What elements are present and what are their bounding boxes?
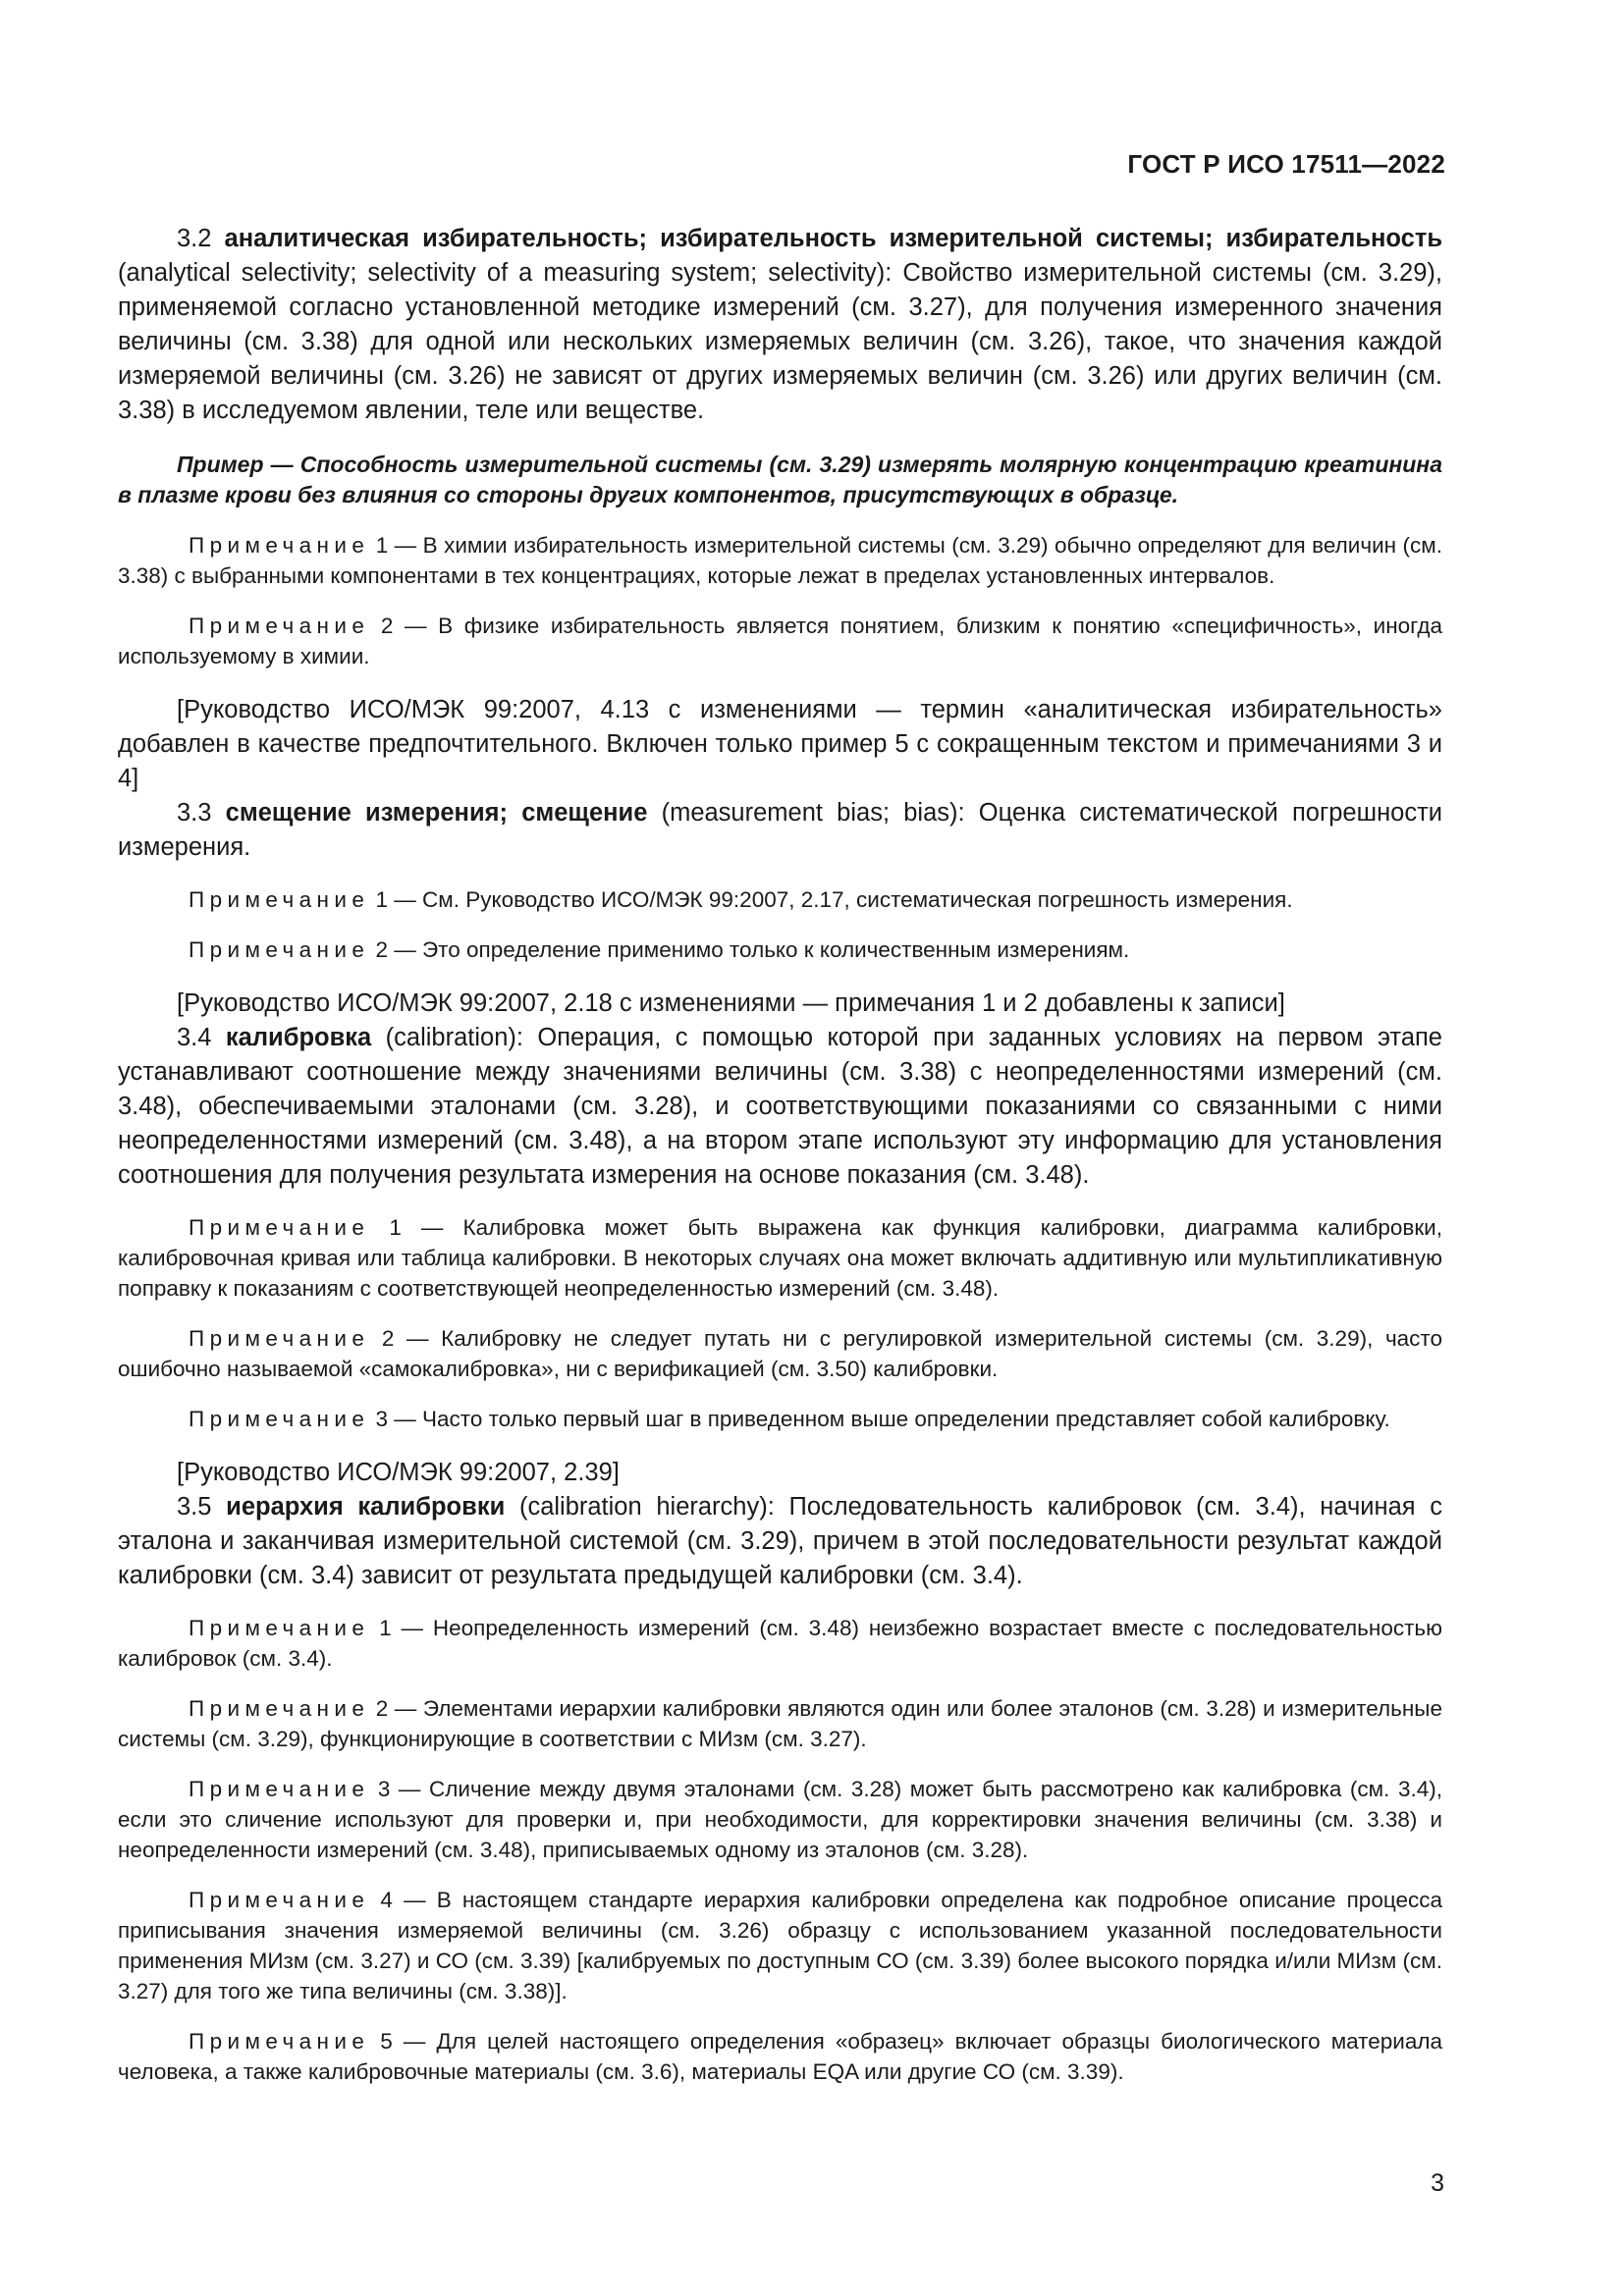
note-label: Примечание — [189, 1696, 370, 1721]
note-label: Примечание — [189, 1777, 370, 1801]
note-label: Примечание — [189, 1407, 370, 1431]
term-definition: (calibration): Операция, с помощью которой при заданных условиях на первом этапе устанавливают соотношение между значениями величины (см. 3.38) с неопределенностями измерений (см. 3.48), обеспечиваемыми эталонами (см. 3.28), и соответствующими показаниями со связанными с ними неопределенностями измерений (см. 3.48), а на втором этапе используют эту информацию для установления соотношения для получения результата измерения на основе показания (см. 3.48). — [118, 1024, 1442, 1189]
term-name: смещение измерения; смещение — [225, 799, 648, 827]
note-label: Примечание — [189, 1326, 370, 1351]
note-label: Примечание — [189, 937, 370, 962]
note: Примечание 2 — В физике избирательность является понятием, близким к понятию «специфичность», иногда используемому в химии. — [118, 614, 1442, 668]
term-definition: (calibration hierarchy): Последовательность калибровок (см. 3.4), начиная с эталона и заканчивая измерительной системой (см. 3.29), причем в этой последовательности результат каждой калибровки (см. 3.4) зависит от результата предыдущей калибровки (см. 3.4). — [118, 1493, 1442, 1589]
page-number: 3 — [1431, 2169, 1444, 2197]
term-name: аналитическая избирательность; избирательность измерительной системы; избирательность — [224, 225, 1442, 252]
note-label: Примечание — [189, 887, 370, 912]
note-label: Примечание — [189, 1616, 370, 1640]
term-number: 3.2 — [177, 225, 212, 252]
term-entry-3-3 — [118, 796, 1442, 865]
note: Примечание 3 — Часто только первый шаг в приведенном выше определении представляет собой калибровку. — [189, 1407, 1390, 1431]
term-name: иерархия калибровки — [226, 1493, 506, 1521]
term-number: 3.3 — [177, 799, 212, 827]
note: Примечание 5 — Для целей настоящего определения «образец» включает образцы биологического материала человека, а также калибровочные материалы (см. 3.6), материалы EQA или другие СО (см. 3.39). — [118, 2029, 1442, 2084]
note: Примечание 1 — В химии избирательность измерительной системы (см. 3.29) обычно определяют для величин (см. 3.38) с выбранными компонентами в тех концентрациях, которые лежат в пределах установленных интервалов. — [118, 533, 1442, 588]
note: Примечание 1 — Калибровка может быть выражена как функция калибровки, диаграмма калибровки, калибровочная кривая или таблица калибровки. В некоторых случаях она может включать аддитивную или мультипликативную поправку к показаниям с соответствующей неопределенностью измерений (см. 3.48). — [118, 1215, 1442, 1301]
source-reference: [Руководство ИСО/МЭК 99:2007, 2.39] — [177, 1459, 620, 1486]
note: Примечание 2 — Элементами иерархии калибровки являются один или более эталонов (см. 3.28) и измерительные системы (см. 3.29), функционирующие в соответствии с МИзм (см. 3.27). — [118, 1696, 1442, 1751]
page-content — [118, 222, 1442, 2087]
term-number: 3.4 — [177, 1024, 212, 1051]
term-definition: (analytical selectivity; selectivity of a measuring system; selectivity): Свойство измерительной системы (см. 3.29), применяемой согласно установленной методике измерений (см. 3.27), для получения измеренного значения величины (см. 3.38) для одной или нескольких измеряемых величин (см. 3.26), такое, что значения каждой измеряемой величины (см. 3.26) не зависят от других измеряемых величин (см. 3.26) или других величин (см. 3.38) в исследуемом явлении, теле или веществе. — [118, 259, 1442, 424]
note: Примечание 1 — См. Руководство ИСО/МЭК 99:2007, 2.17, систематическая погрешность измерения. — [189, 887, 1293, 912]
example: Пример — Способность измерительной системы (см. 3.29) измерять молярную концентрацию креатинина в плазме крови без влияния со стороны других компонентов, присутствующих в образце. — [118, 452, 1442, 507]
term-entry-3-2 — [118, 222, 1442, 428]
term-entry-3-5 — [118, 1490, 1442, 1593]
source-reference: [Руководство ИСО/МЭК 99:2007, 4.13 с изменениями — термин «аналитическая избирательность» добавлен в качестве предпочтительного. Включен только пример 5 с сокращенным текстом и примечаниями 3 и 4] — [118, 696, 1442, 792]
note-label: Примечание — [189, 614, 370, 638]
note: Примечание 1 — Неопределенность измерений (см. 3.48) неизбежно возрастает вместе с последовательностью калибровок (см. 3.4). — [118, 1616, 1442, 1671]
note: Примечание 2 — Калибровку не следует путать ни с регулировкой измерительной системы (см. 3.29), часто ошибочно называемой «самокалибровка», ни с верификацией (см. 3.50) калибровки. — [118, 1326, 1442, 1381]
note-label: Примечание — [189, 1888, 370, 1912]
note-label: Примечание — [189, 1215, 370, 1240]
note: Примечание 4 — В настоящем стандарте иерархия калибровки определена как подробное описание процесса приписывания значения измеряемой величины (см. 3.26) образцу с использованием указанной последовательности применения МИзм (см. 3.27) и СО (см. 3.39) [калибруемых по доступным СО (см. 3.39) более высокого порядка и/или МИзм (см. 3.27) для того же типа величины (см. 3.38)]. — [118, 1888, 1442, 2003]
note: Примечание 2 — Это определение применимо только к количественным измерениям. — [189, 937, 1130, 962]
source-reference: [Руководство ИСО/МЭК 99:2007, 2.18 с изменениями — примечания 1 и 2 добавлены к записи] — [177, 989, 1285, 1017]
term-name: калибровка — [225, 1024, 372, 1051]
term-entry-3-4 — [118, 1021, 1442, 1193]
note-label: Примечание — [189, 533, 370, 558]
note: Примечание 3 — Сличение между двумя эталонами (см. 3.28) может быть рассмотрено как калибровка (см. 3.4), если это сличение используют для проверки и, при необходимости, для корректировки значения величины (см. 3.38) и неопределенности измерений (см. 3.48), приписываемых одному из эталонов (см. 3.28). — [118, 1777, 1442, 1862]
term-definition: (measurement bias; bias): Оценка систематической погрешности измерения. — [118, 799, 1443, 861]
standard-designation: ГОСТ Р ИСО 17511—2022 — [1127, 149, 1445, 179]
note-label: Примечание — [189, 2029, 370, 2054]
term-number: 3.5 — [177, 1493, 212, 1521]
